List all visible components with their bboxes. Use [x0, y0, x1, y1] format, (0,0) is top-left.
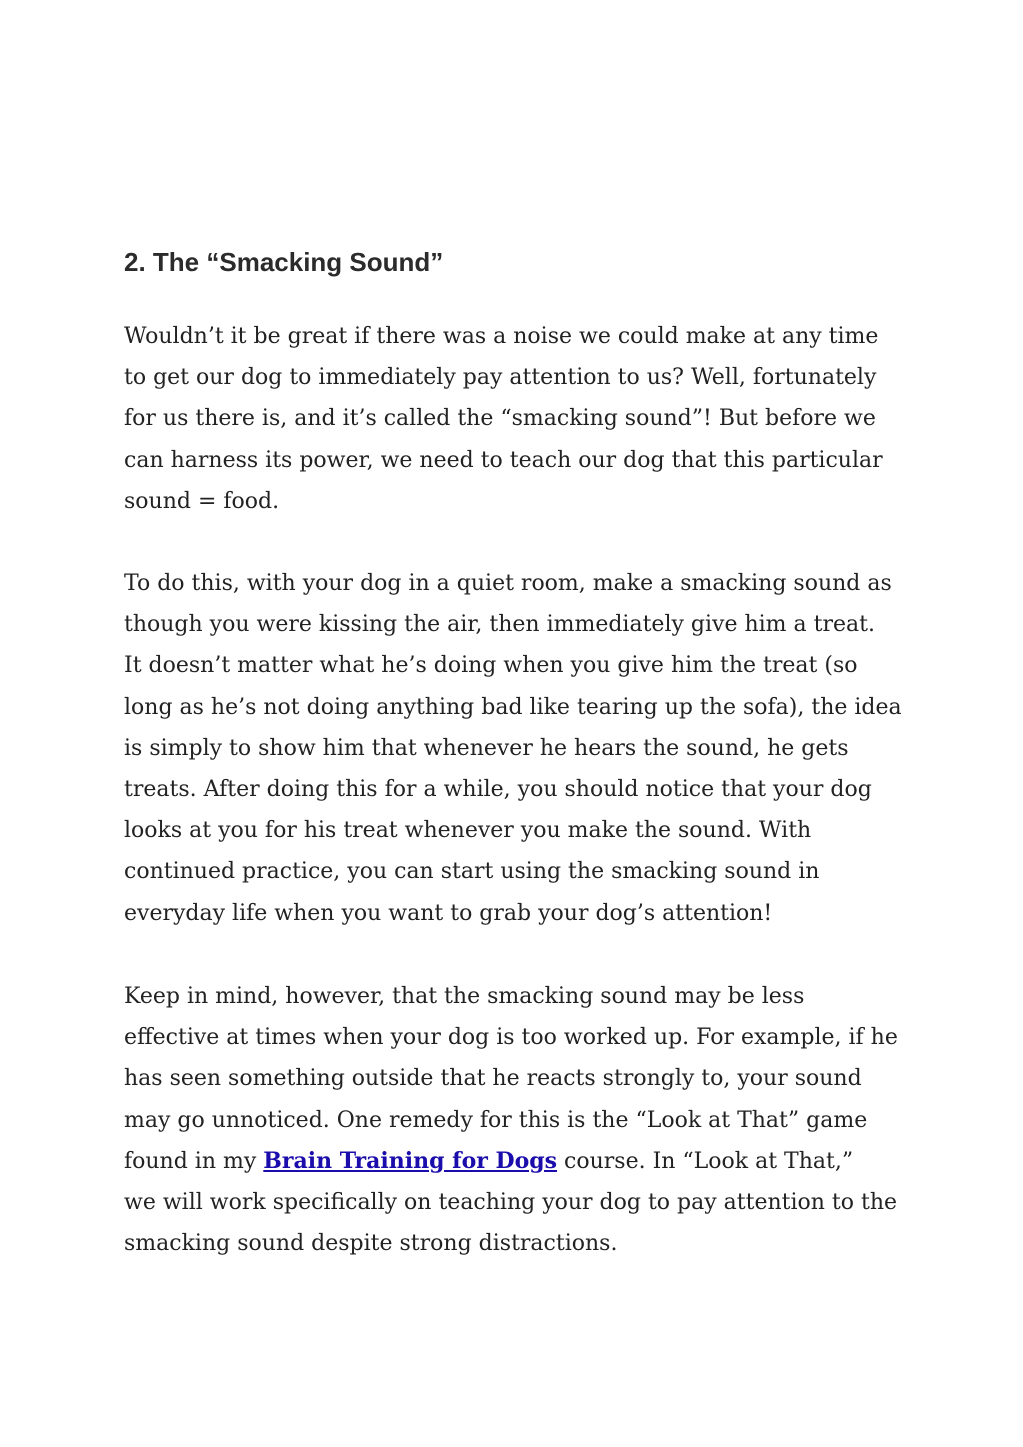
text-line: To do this, with your dog in a quiet room, make a smacking sound as — [124, 571, 892, 596]
text-line: Wouldn’t it be great if there was a noise we could make at any time — [124, 324, 879, 349]
text-line: is simply to show him that whenever he hears the sound, he gets — [124, 735, 849, 761]
text-line: though you were kissing the air, then immediately give him a treat. — [124, 612, 875, 638]
text-line: can harness its power, we need to teach our dog that this particular — [124, 447, 883, 473]
paragraph-instructions — [124, 563, 914, 934]
text-line: for us there is, and it’s called the “smacking sound”! But before we — [124, 406, 876, 432]
brain-training-course-link[interactable]: Brain Training for Dogs — [263, 1147, 558, 1174]
link-prefix-text: found in my — [124, 1148, 264, 1174]
text-line: has seen something outside that he reacts strongly to, your sound — [124, 1066, 862, 1092]
text-line: treats. After doing this for a while, you should notice that your dog — [124, 777, 872, 803]
text-line: looks at you for his treat whenever you make the sound. With — [124, 818, 812, 844]
text-line: continued practice, you can start using the smacking sound in — [124, 859, 820, 885]
text-line: long as he’s not doing anything bad like tearing up the sofa), the idea — [124, 694, 902, 720]
text-line: may go unnoticed. One remedy for this is the “Look at That” game — [124, 1107, 868, 1133]
text-line: effective at times when your dog is too worked up. For example, if he — [124, 1025, 898, 1051]
text-line: It doesn’t matter what he’s doing when you give him the treat (so — [124, 653, 858, 679]
text-line: sound = food. — [124, 488, 280, 514]
text-line: we will work specifically on teaching your dog to pay attention to the — [124, 1190, 898, 1216]
text-line-with-link — [124, 1141, 914, 1182]
text-line: Keep in mind, however, that the smacking sound may be less — [124, 984, 805, 1009]
text-line: smacking sound despite strong distractions. — [124, 1231, 618, 1257]
paragraph-caveat — [124, 976, 914, 1264]
link-suffix-text: course. In “Look at That,” — [557, 1148, 854, 1174]
paragraph-intro — [124, 316, 914, 522]
section-heading: 2. The “Smacking Sound” — [124, 247, 444, 277]
text-line: to get our dog to immediately pay attention to us? Well, fortunately — [124, 365, 877, 391]
text-line: everyday life when you want to grab your dog’s attention! — [124, 900, 773, 926]
